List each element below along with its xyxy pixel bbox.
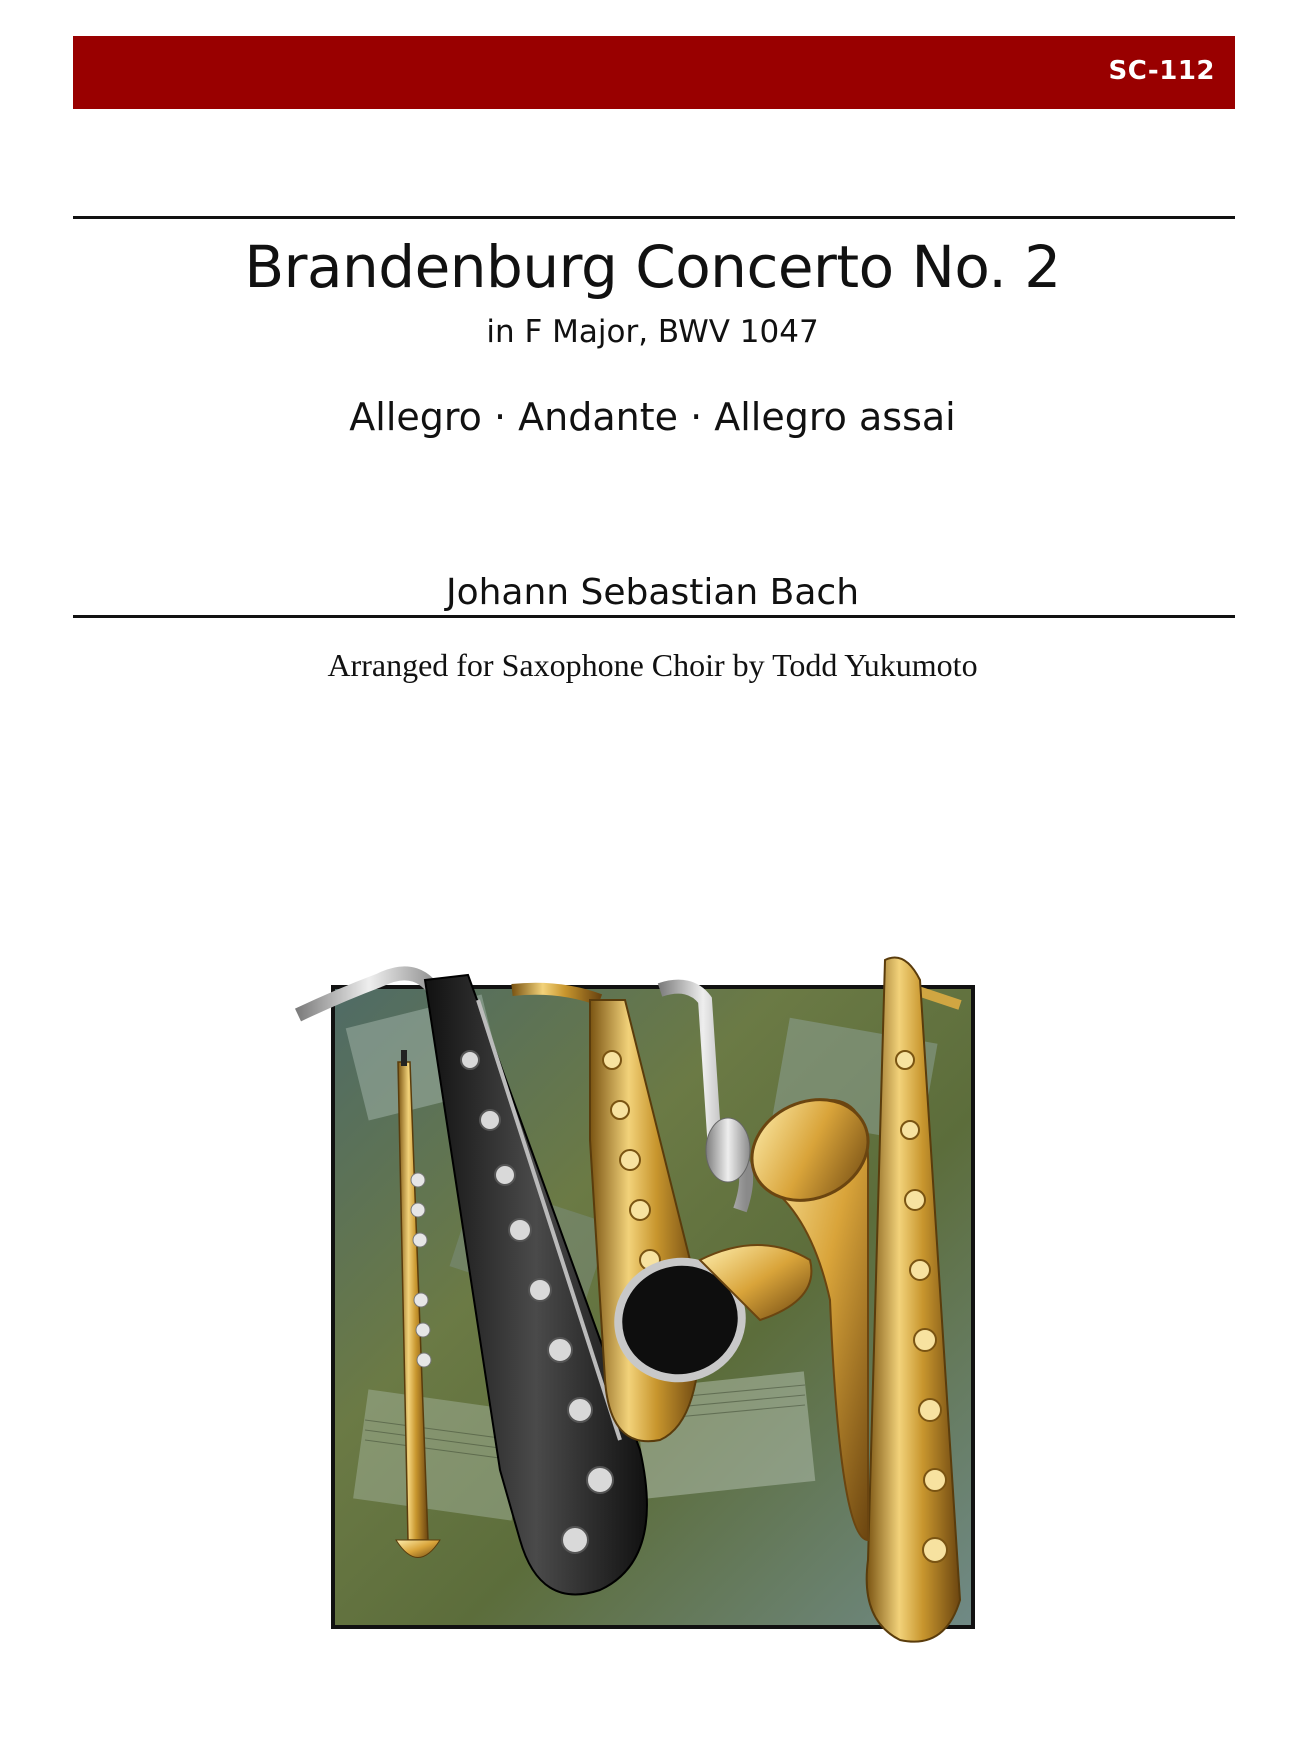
catalog-number: SC-112 [1108,56,1215,86]
piece-title: Brandenburg Concerto No. 2 [244,233,1061,301]
arranger-credit: Arranged for Saxophone Choir by Todd Yukumoto [327,647,978,683]
piece-subtitle: in F Major, BWV 1047 [486,314,819,350]
composer-name: Johann Sebastian Bach [445,572,860,613]
movements-list: Allegro · Andante · Allegro assai [349,395,956,439]
